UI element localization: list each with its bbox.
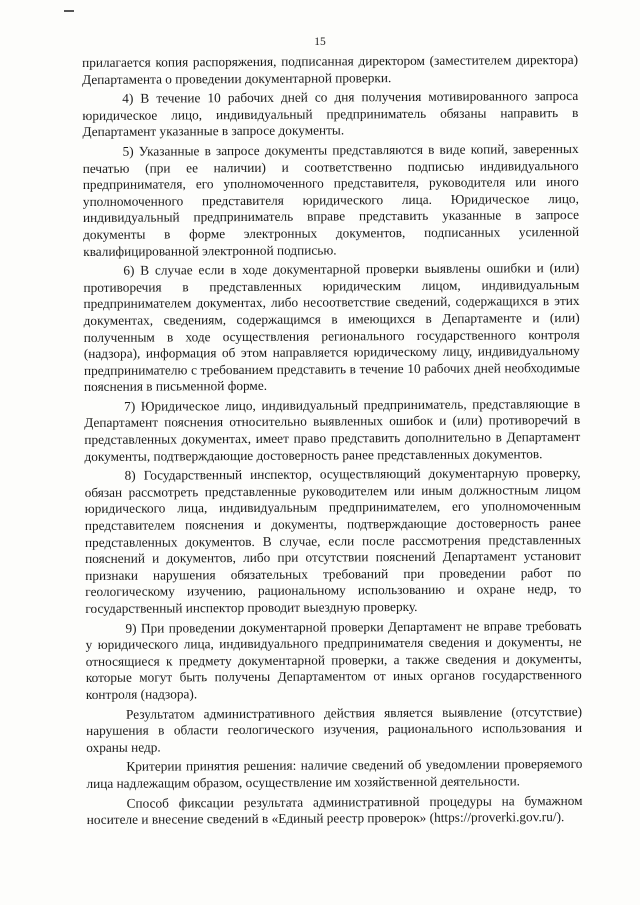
paragraph-item-7: 7) Юридическое лицо, индивидуальный предприниматель, представляющие в Департамент пояснения относительно выявленных ошибок и (или) противоречий в представленных документах, имеет право представить дополнительно в Департамент документы, подтверждающие достоверность ранее представленных документов. [84, 395, 581, 464]
paragraph-fixation: Способ фиксации результата административной процедуры на бумажном носителе и внесение сведений в «Единый реестр проверок» (https://proverki.gov.ru/). [86, 792, 583, 828]
paragraph-result: Результатом административного действия является выявление (отсутствие) нарушения в области геологического изучения, рационального использования и охраны недр. [86, 703, 583, 755]
paragraph-item-6: 6) В случае если в ходе документарной проверки выявлены ошибки и (или) противоречия в представленных юридическим лицом, индивидуальным предпринимателем документах, либо несоответствие сведений, содержащихся в этих документах, сведениям, содержащимся в имеющихся в Департаменте и (или) полученным в ходе осуществления регионального государственного контроля (надзора), информация об этом направляется юридическому лицу, индивидуальному предпринимателю с требованием представить в течение 10 рабочих дней необходимые пояснения в письменной форме. [83, 260, 580, 395]
paragraph-item-4: 4) В течение 10 рабочих дней со дня получения мотивированного запроса юридическое лицо, индивидуальный предприниматель обязаны направить в Департамент указанные в запросе документы. [82, 88, 579, 140]
paragraph-continuation: прилагается копия распоряжения, подписанная директором (заместителем директора) Департамента о проведении документарной проверки. [82, 51, 579, 87]
document-body [82, 52, 583, 832]
paragraph-item-9: 9) При проведении документарной проверки Департамент не вправе требовать у юридического лица, индивидуального предпринимателя сведения и документы, не относящиеся к предмету документарной проверки, а также сведения и документы, которые могут быть получены Департаментом от иных органов государственного контроля (надзора). [85, 617, 582, 702]
paragraph-item-5: 5) Указанные в запросе документы представляются в виде копий, заверенных печатью (при ее наличии) и соответственно подписью индивидуального предпринимателя, его уполномоченного представителя, руководителя или иного уполномоченного представителя юридического лица. Юридическое лицо, индивидуальный предприниматель вправе представить указанные в запросе документы в форме электронных документов, подписанных усиленной квалифицированной электронной подписью. [82, 140, 580, 259]
paragraph-item-8: 8) Государственный инспектор, осуществляющий документарную проверку, обязан рассмотреть представленные руководителем или иным должностным лицом юридического лица, индивидуальным предпринимателем, его уполномоченным представителем пояснения и документы, подтверждающие достоверность ранее представленных документов. В случае, если после рассмотрения представленных пояснений и документов, либо при отсутствии пояснений Департамент установит признаки нарушения обязательных требований при проведении работ по геологическому изучению, рациональному использованию и охране недр, то государственный инспектор проводит выездную проверку. [84, 465, 582, 616]
paragraph-criteria: Критерии принятия решения: наличие сведений об уведомлении проверяемого лица надлежащим образом, осуществление им хозяйственной деятельности. [86, 756, 583, 791]
page-number: 15 [314, 36, 326, 48]
corner-mark [64, 10, 74, 12]
